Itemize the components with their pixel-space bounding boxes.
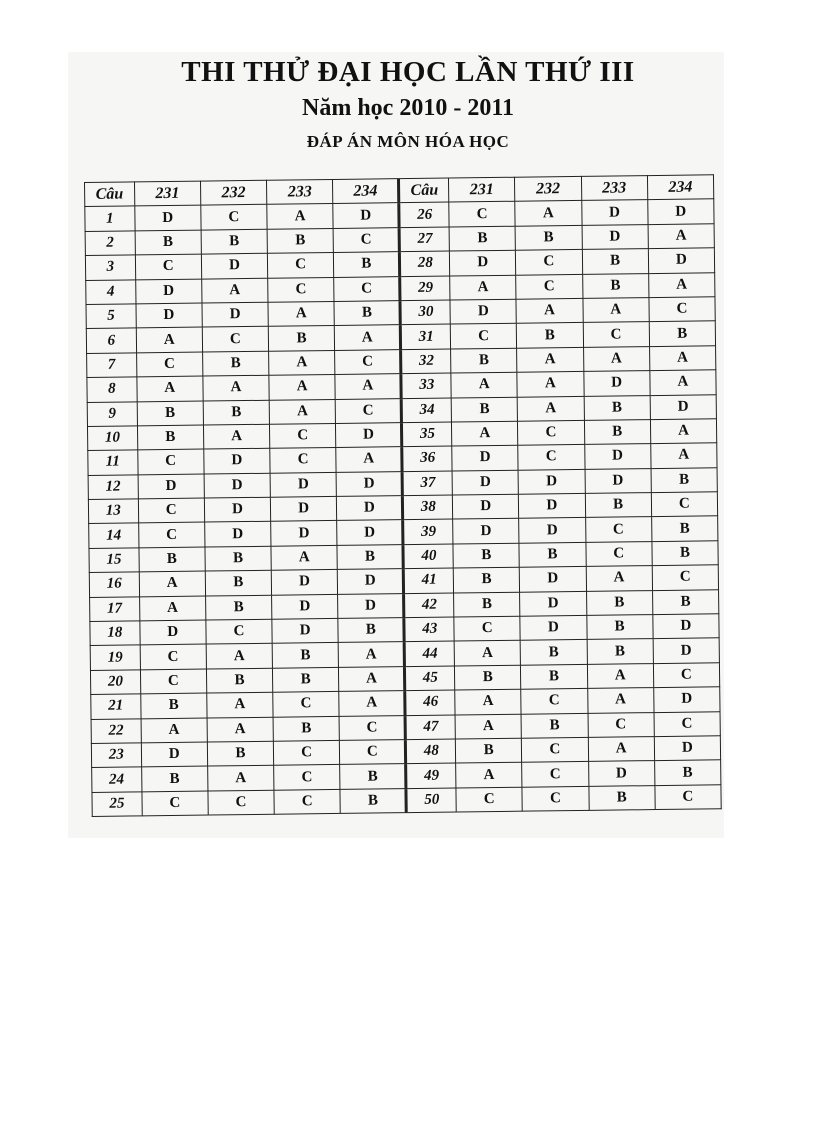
answer-cell: B — [205, 546, 271, 571]
answer-cell: B — [584, 420, 650, 445]
answer-cell: B — [273, 716, 339, 741]
answer-cell: D — [520, 567, 586, 592]
question-number-cell: 49 — [406, 763, 456, 788]
answer-cell: D — [519, 493, 585, 518]
answer-cell: D — [588, 761, 654, 786]
answer-cell: D — [136, 303, 202, 328]
answer-cell: C — [518, 420, 584, 445]
question-number-cell: 29 — [400, 276, 450, 301]
answer-cell: A — [648, 224, 715, 249]
answer-cell: C — [522, 737, 588, 762]
answer-cell: C — [518, 445, 584, 470]
answer-cell: A — [583, 346, 649, 371]
answer-cell: A — [206, 644, 272, 669]
answer-rows — [85, 199, 721, 816]
answer-cell: B — [272, 643, 338, 668]
question-number-cell: 18 — [90, 621, 140, 646]
answer-cell: C — [654, 711, 721, 736]
answer-cell: B — [651, 467, 718, 492]
answer-cell: C — [653, 663, 720, 688]
answer-cell: A — [516, 298, 582, 323]
question-number-cell: 23 — [91, 743, 141, 768]
answer-cell: B — [337, 544, 403, 569]
answer-cell: C — [268, 277, 334, 302]
answer-cell: B — [584, 395, 650, 420]
answer-cell: D — [452, 494, 518, 519]
answer-cell: B — [203, 400, 269, 425]
question-number-cell: 4 — [86, 279, 136, 304]
answer-cell: C — [454, 616, 520, 641]
answer-cell: C — [142, 791, 208, 816]
answer-cell: B — [652, 589, 719, 614]
answer-cell: A — [335, 325, 401, 350]
question-number-cell: 6 — [86, 328, 136, 353]
answer-cell: B — [139, 547, 205, 572]
answer-cell: B — [205, 595, 271, 620]
answer-cell: B — [451, 397, 517, 422]
answer-cell: C — [335, 398, 401, 423]
question-number-cell: 42 — [404, 593, 454, 618]
answer-cell: B — [455, 738, 521, 763]
answer-cell: B — [340, 764, 406, 789]
answer-cell: C — [273, 692, 339, 717]
answer-cell: C — [267, 253, 333, 278]
answer-cell: B — [207, 741, 273, 766]
answer-cell: C — [588, 712, 654, 737]
column-header: 232 — [200, 180, 266, 205]
answer-cell: A — [137, 376, 203, 401]
answer-cell: A — [517, 347, 583, 372]
answer-cell: C — [274, 789, 340, 814]
answer-cell: D — [138, 474, 204, 499]
answer-cell: D — [333, 203, 399, 228]
answer-cell: B — [453, 567, 519, 592]
question-number-cell: 17 — [90, 596, 140, 621]
answer-cell: D — [134, 205, 200, 230]
answer-cell: C — [340, 740, 406, 765]
answer-cell: C — [274, 765, 340, 790]
question-number-cell: 16 — [89, 572, 139, 597]
question-number-cell: 25 — [92, 792, 142, 817]
question-number-cell: 5 — [86, 304, 136, 329]
answer-cell: A — [586, 566, 652, 591]
question-number-cell: 19 — [90, 645, 140, 670]
answer-cell: B — [273, 667, 339, 692]
answer-cell: D — [452, 446, 518, 471]
answer-cell: B — [268, 326, 334, 351]
answer-cell: D — [647, 199, 714, 224]
answer-cell: C — [516, 274, 582, 299]
question-number-cell: 3 — [85, 255, 135, 280]
question-number-cell: 50 — [406, 788, 456, 813]
answer-cell: D — [135, 279, 201, 304]
answer-cell: D — [271, 521, 337, 546]
answer-cell: D — [654, 736, 721, 761]
answer-cell: C — [651, 492, 718, 517]
answer-cell: C — [270, 448, 336, 473]
answer-cell: B — [137, 401, 203, 426]
answer-cell: C — [140, 669, 206, 694]
column-header: 231 — [134, 181, 200, 206]
column-header: Câu — [399, 178, 449, 203]
answer-cell: A — [203, 424, 269, 449]
answer-cell: A — [455, 689, 521, 714]
answer-cell: A — [451, 372, 517, 397]
answer-cell: B — [334, 252, 400, 277]
answer-cell: A — [139, 596, 205, 621]
answer-cell: A — [455, 714, 521, 739]
answer-cell: C — [208, 790, 274, 815]
question-number-cell: 13 — [88, 499, 138, 524]
answer-cell: A — [335, 374, 401, 399]
answer-cell: C — [334, 276, 400, 301]
question-number-cell: 21 — [91, 694, 141, 719]
answer-cell: B — [521, 664, 587, 689]
answer-cell: A — [339, 666, 405, 691]
answer-cell: B — [338, 618, 404, 643]
answer-cell: B — [651, 516, 718, 541]
question-number-cell: 34 — [402, 398, 452, 423]
answer-cell: D — [337, 520, 403, 545]
answer-cell: D — [585, 468, 651, 493]
answer-cell: A — [339, 691, 405, 716]
answer-cell: D — [453, 519, 519, 544]
answer-cell: A — [139, 571, 205, 596]
question-number-cell: 9 — [87, 401, 137, 426]
answer-cell: C — [652, 565, 719, 590]
answer-cell: A — [588, 737, 654, 762]
answer-cell: C — [273, 740, 339, 765]
answer-cell: C — [206, 619, 272, 644]
school-year: Năm học 2010 - 2011 — [302, 95, 514, 121]
answer-cell: C — [136, 352, 202, 377]
answer-cell: C — [140, 644, 206, 669]
answer-cell: A — [517, 372, 583, 397]
answer-cell: D — [338, 569, 404, 594]
answer-cell: C — [450, 324, 516, 349]
answer-cell: A — [587, 688, 653, 713]
answer-cell: A — [208, 766, 274, 791]
column-header: 234 — [333, 179, 399, 204]
question-number-cell: 40 — [403, 544, 453, 569]
question-number-cell: 44 — [405, 641, 455, 666]
answer-cell: B — [141, 766, 207, 791]
answer-cell: B — [135, 230, 201, 255]
answer-cell: B — [582, 273, 648, 298]
answer-cell: D — [205, 522, 271, 547]
answer-cell: B — [454, 592, 520, 617]
question-number-cell: 14 — [89, 523, 139, 548]
answer-cell: D — [452, 470, 518, 495]
question-number-cell: 39 — [403, 519, 453, 544]
answer-cell: D — [449, 250, 515, 275]
question-number-cell: 31 — [401, 324, 451, 349]
answer-cell: C — [456, 787, 522, 812]
answer-cell: C — [270, 423, 336, 448]
question-number-cell: 28 — [400, 251, 450, 276]
question-number-cell: 8 — [87, 377, 137, 402]
question-number-cell: 43 — [404, 617, 454, 642]
answer-cell: B — [140, 693, 206, 718]
answer-cell: B — [588, 785, 654, 810]
answer-cell: D — [582, 224, 648, 249]
answer-cell: A — [456, 763, 522, 788]
question-number-cell: 22 — [91, 718, 141, 743]
answer-cell: B — [515, 225, 581, 250]
answer-cell: D — [270, 497, 336, 522]
answer-cell: A — [454, 641, 520, 666]
column-header: 232 — [515, 176, 581, 201]
answer-cell: B — [586, 590, 652, 615]
answer-cell: D — [584, 444, 650, 469]
answer-cell: D — [520, 615, 586, 640]
answer-cell: A — [515, 201, 581, 226]
answer-cell: D — [336, 471, 402, 496]
column-header: Câu — [85, 182, 135, 207]
question-number-cell: 11 — [88, 450, 138, 475]
answer-cell: D — [270, 472, 336, 497]
answer-cell: B — [519, 542, 585, 567]
answer-cell: D — [204, 473, 270, 498]
exam-title: THI THỬ ĐẠI HỌC LẦN THỨ III — [181, 56, 635, 88]
question-number-cell: 35 — [402, 422, 452, 447]
answer-cell: C — [516, 250, 582, 275]
answer-cell: A — [649, 346, 716, 371]
answer-cell: D — [450, 299, 516, 324]
answer-cell: D — [653, 614, 720, 639]
answer-cell: D — [336, 423, 402, 448]
answer-cell: B — [137, 425, 203, 450]
answer-cell: D — [201, 253, 267, 278]
answer-cell: B — [586, 615, 652, 640]
answer-cell: D — [337, 496, 403, 521]
answer-cell: A — [452, 421, 518, 446]
answer-cell: A — [338, 642, 404, 667]
column-header: 233 — [267, 179, 333, 204]
answer-cell: C — [202, 327, 268, 352]
question-number-cell: 24 — [92, 767, 142, 792]
answer-cell: D — [140, 620, 206, 645]
answer-cell: B — [582, 249, 648, 274]
answer-cell: C — [522, 762, 588, 787]
column-header: 234 — [647, 175, 714, 200]
answer-key-table — [84, 174, 722, 817]
answer-cell: B — [654, 760, 721, 785]
answer-cell: B — [649, 321, 716, 346]
answer-cell: A — [650, 370, 717, 395]
answer-cell: C — [521, 689, 587, 714]
answer-cell: D — [271, 570, 337, 595]
question-number-cell: 41 — [404, 568, 454, 593]
answer-cell: B — [587, 639, 653, 664]
answer-cell: A — [587, 663, 653, 688]
question-number-cell: 32 — [401, 349, 451, 374]
answer-cell: C — [138, 523, 204, 548]
answer-cell: B — [202, 351, 268, 376]
answer-cell: A — [203, 375, 269, 400]
answer-cell: A — [582, 298, 648, 323]
answer-cell: A — [269, 350, 335, 375]
question-number-cell: 46 — [405, 690, 455, 715]
answer-cell: C — [138, 498, 204, 523]
answer-cell: B — [451, 348, 517, 373]
question-number-cell: 30 — [400, 300, 450, 325]
answer-cell: D — [272, 594, 338, 619]
answer-cell: C — [335, 349, 401, 374]
answer-cell: D — [202, 302, 268, 327]
question-number-cell: 27 — [400, 227, 450, 252]
answer-cell: A — [136, 327, 202, 352]
question-number-cell: 10 — [87, 426, 137, 451]
answer-cell: B — [334, 301, 400, 326]
question-number-cell: 33 — [401, 373, 451, 398]
question-number-cell: 15 — [89, 548, 139, 573]
answer-cell: A — [269, 375, 335, 400]
answer-cell: B — [521, 713, 587, 738]
answer-cell: D — [520, 591, 586, 616]
answer-cell: D — [519, 518, 585, 543]
answer-cell: B — [652, 541, 719, 566]
answer-cell: D — [653, 687, 720, 712]
answer-cell: C — [649, 297, 716, 322]
answer-cell: D — [518, 469, 584, 494]
answer-cell: B — [267, 228, 333, 253]
answer-cell: A — [207, 717, 273, 742]
answer-cell: B — [205, 570, 271, 595]
question-number-cell: 47 — [406, 715, 456, 740]
answer-cell: C — [201, 205, 267, 230]
question-number-cell: 38 — [403, 495, 453, 520]
answer-cell: A — [207, 692, 273, 717]
answer-cell: D — [581, 200, 647, 225]
answer-cell: C — [137, 449, 203, 474]
answer-cell: A — [268, 301, 334, 326]
question-number-cell: 20 — [90, 670, 140, 695]
question-number-cell: 36 — [402, 446, 452, 471]
answer-cell: C — [449, 202, 515, 227]
answer-cell: C — [339, 715, 405, 740]
answer-cell: B — [517, 323, 583, 348]
answer-cell: D — [141, 742, 207, 767]
answer-cell: C — [655, 785, 722, 810]
question-number-cell: 12 — [88, 475, 138, 500]
column-header: 231 — [449, 177, 515, 202]
answer-cell: A — [267, 204, 333, 229]
answer-cell: A — [517, 396, 583, 421]
answer-cell: B — [201, 229, 267, 254]
answer-cell: D — [653, 638, 720, 663]
answer-cell: B — [520, 640, 586, 665]
question-number-cell: 7 — [87, 353, 137, 378]
question-number-cell: 48 — [406, 739, 456, 764]
answer-cell: D — [338, 593, 404, 618]
answer-cell: D — [204, 497, 270, 522]
answer-cell: C — [585, 517, 651, 542]
answer-cell: A — [271, 545, 337, 570]
question-number-cell: 37 — [403, 471, 453, 496]
answer-cell: A — [336, 447, 402, 472]
answer-cell: B — [585, 493, 651, 518]
question-number-cell: 1 — [85, 206, 135, 231]
answer-cell: D — [648, 248, 715, 273]
answer-cell: B — [340, 788, 406, 813]
question-number-cell: 45 — [405, 666, 455, 691]
answer-cell: D — [272, 618, 338, 643]
answer-cell: B — [453, 543, 519, 568]
answer-cell: A — [650, 443, 717, 468]
answer-cell: C — [522, 786, 588, 811]
answer-cell: A — [450, 275, 516, 300]
answer-cell: B — [449, 226, 515, 251]
answer-cell: A — [202, 278, 268, 303]
answer-cell: D — [650, 394, 717, 419]
answer-cell: B — [206, 668, 272, 693]
answer-cell: C — [333, 227, 399, 252]
answer-cell: D — [583, 371, 649, 396]
answer-cell: A — [269, 399, 335, 424]
subject-title: ĐÁP ÁN MÔN HÓA HỌC — [306, 132, 510, 151]
answer-cell: C — [135, 254, 201, 279]
answer-cell: C — [585, 541, 651, 566]
question-number-cell: 26 — [399, 202, 449, 227]
answer-cell: C — [583, 322, 649, 347]
answer-cell: A — [141, 718, 207, 743]
answer-cell: D — [204, 449, 270, 474]
column-header: 233 — [581, 176, 647, 201]
answer-cell: A — [650, 419, 717, 444]
answer-cell: A — [648, 272, 715, 297]
question-number-cell: 2 — [85, 231, 135, 256]
answer-cell: B — [455, 665, 521, 690]
